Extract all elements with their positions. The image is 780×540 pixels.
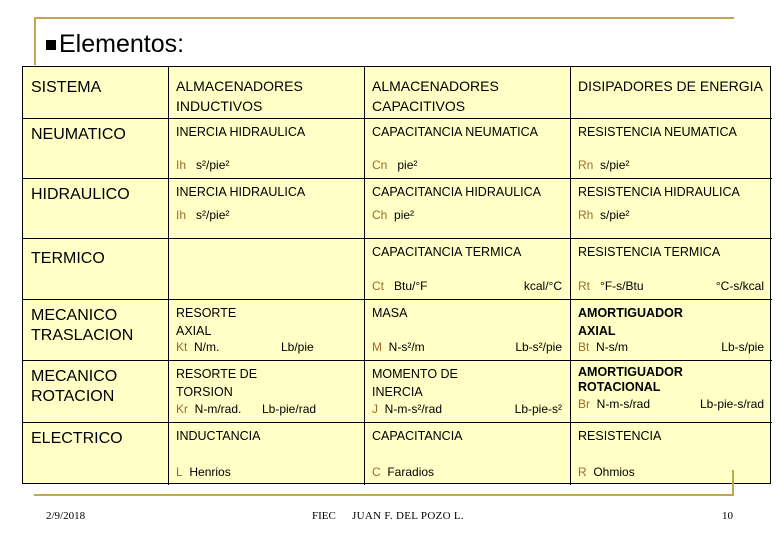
unit-neumatico-disipador: Rn s/pie² [578, 158, 630, 172]
unit2-rotacion-inductivo: Lb-pie/rad [262, 402, 317, 416]
cell-traslacion-capacitivo [365, 300, 571, 361]
label-rotacion-inductivo: RESORTE DE TORSION [176, 367, 258, 399]
elements-table [22, 66, 771, 484]
unit2-traslacion-inductivo: Lb/pie [281, 340, 314, 354]
unit-rotacion-disipador: Br N-m-s/rad [578, 397, 651, 411]
label-electrico-inductivo: INDUCTANCIA [176, 429, 261, 443]
cell-hidraulico-capacitivo [365, 179, 571, 239]
footer-dept: FIEC [312, 510, 336, 522]
unit-traslacion-disipador: Bt N-s/m [578, 340, 629, 354]
label-electrico-disipador: RESISTENCIA [578, 429, 662, 443]
unit2-termico-capacitivo: kcal/°C [523, 279, 562, 293]
frame-bottom-line [34, 494, 734, 496]
cell-termico-capacitivo [365, 239, 571, 300]
header-capacitivos: ALMACENADORES CAPACITIVOS [365, 67, 571, 119]
unit-electrico-capacitivo: C Faradios [372, 465, 435, 479]
cell-traslacion-inductivo [169, 300, 365, 361]
label-traslacion-inductivo: RESORTE AXIAL [176, 306, 237, 338]
unit2-rotacion-capacitivo: Lb-pie-s² [514, 402, 562, 416]
cell-hidraulico-disipador [571, 179, 772, 239]
unit-hidraulico-disipador: Rh s/pie² [578, 208, 630, 222]
unit2-rotacion-disipador: Lb-pie-s/rad [699, 397, 764, 411]
cell-termico-disipador [571, 239, 772, 300]
label-hidraulico-inductivo: INERCIA HIDRAULICA [176, 185, 306, 199]
label-neumatico-inductivo: INERCIA HIDRAULICA [176, 125, 306, 139]
unit-hidraulico-inductivo: Ih s²/pie² [176, 208, 230, 222]
footer-author: JUAN F. DEL POZO L. [352, 510, 464, 522]
unit-traslacion-inductivo: Kt N/m. [176, 340, 220, 354]
label-rotacion-capacitivo: MOMENTO DE INERCIA [372, 367, 458, 399]
frame-top-line [34, 17, 734, 19]
row-name-rotacion: MECANICO ROTACION [23, 361, 169, 423]
frame-right-line [732, 470, 734, 494]
cell-neumatico-inductivo [169, 119, 365, 179]
cell-termico-inductivo-empty [169, 239, 365, 300]
label-hidraulico-capacitivo: CAPACITANCIA HIDRAULICA [372, 185, 542, 199]
cell-electrico-capacitivo [365, 423, 571, 485]
unit-traslacion-capacitivo: M N-s²/m [372, 340, 425, 354]
label-electrico-capacitivo: CAPACITANCIA [372, 429, 463, 443]
footer-date: 2/9/2018 [46, 510, 86, 522]
unit-rotacion-capacitivo: J N-m-s²/rad [372, 402, 442, 416]
unit-rotacion-inductivo: Kr N-m/rad. [176, 402, 242, 416]
unit-neumatico-capacitivo: Cn pie² [372, 158, 418, 172]
label-neumatico-capacitivo: CAPACITANCIA NEUMATICA [372, 125, 538, 139]
label-rotacion-disipador: AMORTIGUADOR ROTACIONAL [578, 365, 683, 394]
row-name-traslacion: MECANICO TRASLACION [23, 300, 169, 361]
cell-traslacion-disipador [571, 300, 772, 361]
unit-neumatico-inductivo: Ih s²/pie² [176, 158, 230, 172]
unit2-termico-disipador: °C-s/kcal [715, 279, 764, 293]
cell-electrico-disipador [571, 423, 772, 485]
row-name-electrico: ELECTRICO [23, 423, 169, 485]
cell-neumatico-capacitivo [365, 119, 571, 179]
title-row [46, 30, 184, 59]
cell-hidraulico-inductivo [169, 179, 365, 239]
unit2-traslacion-capacitivo: Lb-s²/pie [515, 340, 562, 354]
frame-left-line [34, 17, 36, 65]
cell-rotacion-capacitivo [365, 361, 571, 423]
label-traslacion-capacitivo: MASA [372, 306, 408, 320]
footer-page-number: 10 [722, 510, 733, 522]
page-title: Elementos: [59, 30, 185, 58]
row-name-termico: TERMICO [23, 239, 169, 300]
label-hidraulico-disipador: RESISTENCIA HIDRAULICA [578, 185, 740, 199]
cell-neumatico-disipador [571, 119, 772, 179]
header-disipadores: DISIPADORES DE ENERGIA [571, 67, 772, 119]
row-name-hidraulico: HIDRAULICO [23, 179, 169, 239]
cell-rotacion-disipador [571, 361, 772, 423]
label-traslacion-disipador: AMORTIGUADOR AXIAL [578, 306, 683, 338]
bullet-icon [46, 40, 56, 50]
unit-electrico-inductivo: L Henrios [176, 465, 231, 479]
row-name-neumatico: NEUMATICO [23, 119, 169, 179]
unit2-traslacion-disipador: Lb-s/pie [721, 340, 764, 354]
unit-termico-capacitivo: Ct Btu/°F [372, 279, 428, 293]
header-sistema: SISTEMA [23, 67, 169, 119]
unit-electrico-disipador: R Ohmios [578, 465, 635, 479]
unit-termico-disipador: Rt °F-s/Btu [578, 279, 644, 293]
label-termico-disipador: RESISTENCIA TERMICA [578, 245, 721, 259]
label-termico-capacitivo: CAPACITANCIA TERMICA [372, 245, 522, 259]
label-neumatico-disipador: RESISTENCIA NEUMATICA [578, 125, 737, 139]
cell-electrico-inductivo [169, 423, 365, 485]
unit-hidraulico-capacitivo: Ch pie² [372, 208, 415, 222]
header-inductivos: ALMACENADORES INDUCTIVOS [169, 67, 365, 119]
cell-rotacion-inductivo [169, 361, 365, 423]
